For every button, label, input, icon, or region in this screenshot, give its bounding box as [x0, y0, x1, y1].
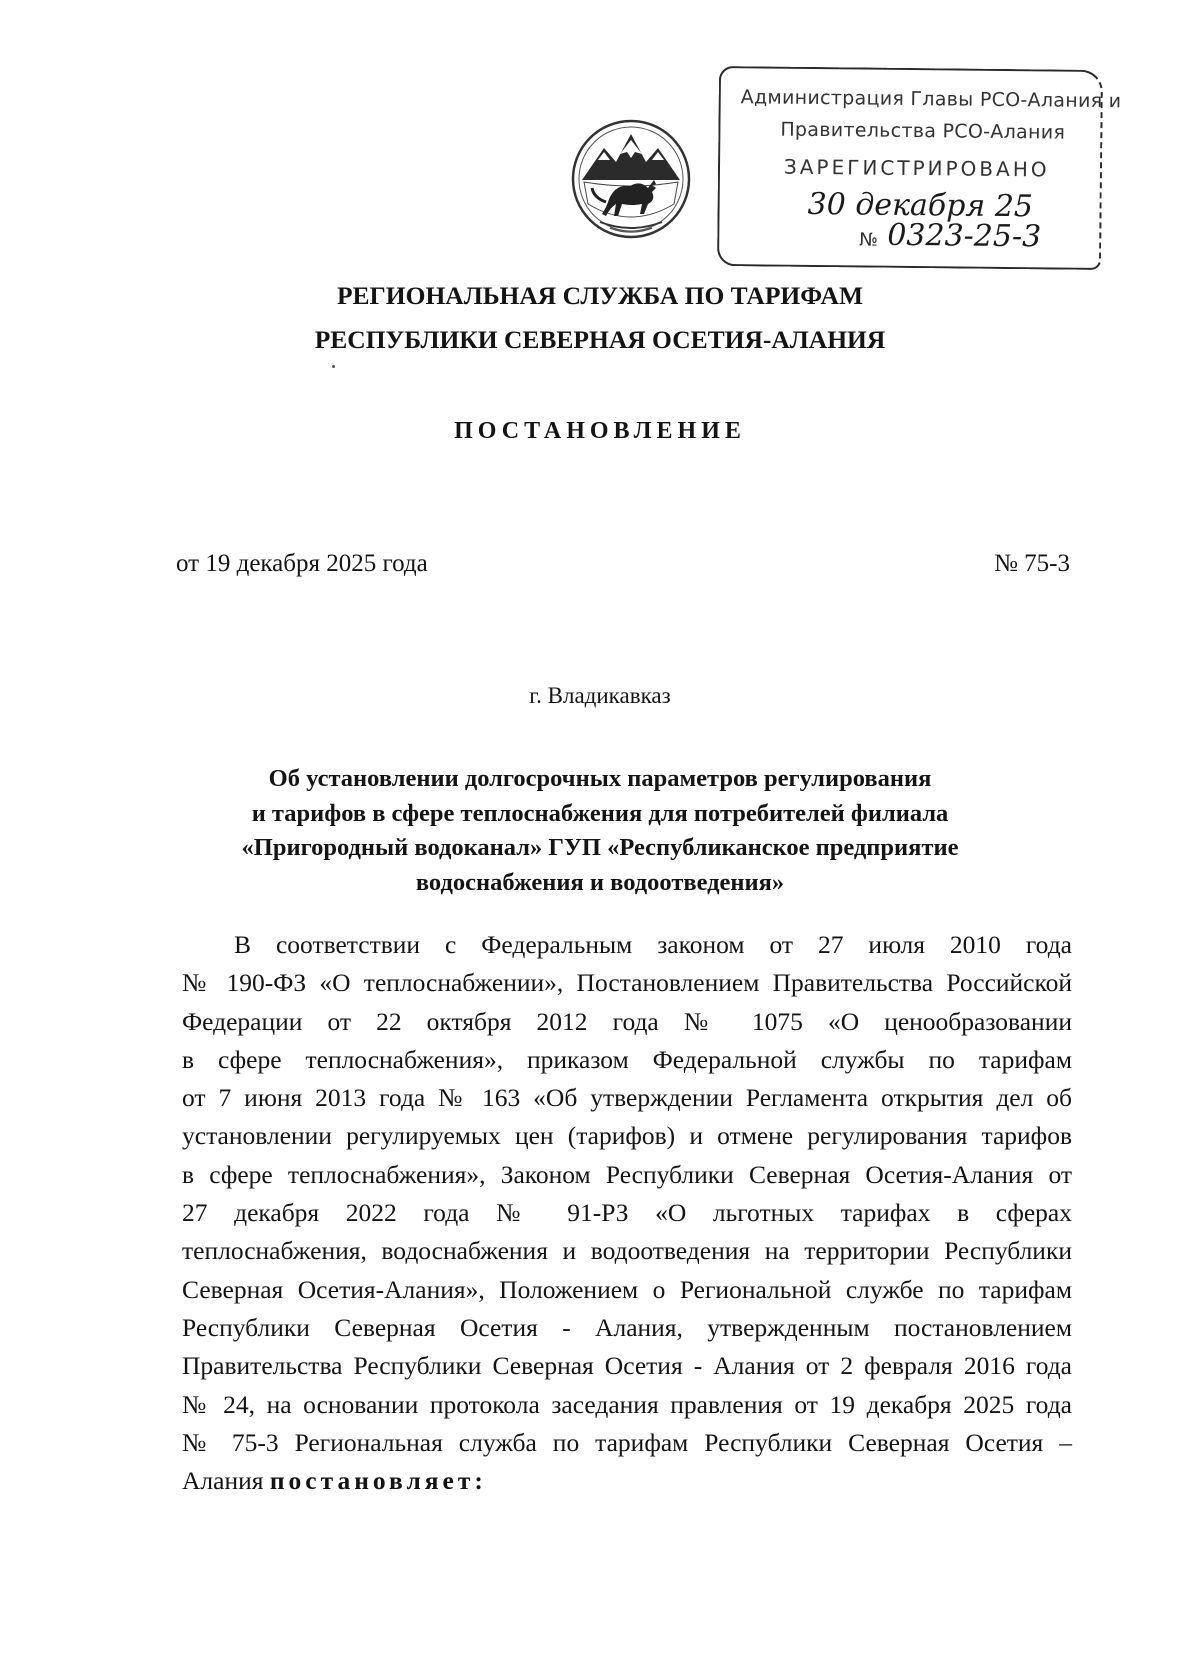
body-line: 27 декабря 2022 года № 91-РЗ «О льготных тарифах в сферах	[182, 1198, 1072, 1228]
document-type-heading: ПОСТАНОВЛЕНИЕ	[454, 418, 746, 444]
body-line: в сфере теплоснабжения», приказом Федеральной службы по тарифам	[182, 1044, 1072, 1074]
body-line: в сфере теплоснабжения», Законом Республики Северная Осетия-Алания от	[182, 1159, 1072, 1189]
body-line: установлении регулируемых цен (тарифов) и отмене регулирования тарифов	[182, 1121, 1072, 1151]
body-line: Федерации от 22 октября 2012 года № 1075 «О ценообразовании	[182, 1006, 1072, 1036]
document-city: г. Владикавказ	[529, 683, 671, 708]
document-date: от 19 декабря 2025 года	[176, 550, 428, 577]
document-title	[0, 762, 1200, 900]
body-line: теплоснабжения, водоснабжения и водоотведения на территории Республики	[182, 1236, 1072, 1266]
title-line: водоснабжения и водоотведения»	[415, 868, 785, 896]
document-body-paragraph	[182, 926, 1072, 1500]
stamp-number-label: №	[859, 229, 879, 251]
body-line: от 7 июня 2013 года № 163 «Об утверждении Регламента открытия дел об	[182, 1083, 1072, 1113]
body-line: Северная Осетия-Алания», Положением о Региональной службе по тарифам	[182, 1274, 1072, 1304]
title-line: «Пригородный водоканал» ГУП «Республиканское предприятие	[241, 834, 959, 861]
coat-of-arms-emblem	[570, 118, 692, 240]
document-number: № 75-3	[994, 550, 1070, 577]
agency-name-line1: РЕГИОНАЛЬНАЯ СЛУЖБА ПО ТАРИФАМ	[336, 281, 864, 310]
registration-stamp	[717, 66, 1122, 270]
body-last-line-text: Алания	[182, 1466, 264, 1496]
scan-speck	[332, 365, 335, 368]
resolves-keyword: постановляет:	[269, 1466, 487, 1496]
stamp-handwritten-number: 0323-25-3	[887, 217, 1042, 255]
body-line: № 75-3 Региональная служба по тарифам Республики Северная Осетия –	[182, 1427, 1072, 1457]
stamp-organization-line2: Правительства РСО-Алания	[780, 118, 1066, 144]
body-line: В соответствии с Федеральным законом от 27 июля 2010 года	[234, 930, 1072, 959]
body-line: № 24, на основании протокола заседания правления от 19 декабря 2025 года	[182, 1389, 1072, 1419]
body-line: Правительства Республики Северная Осетия - Алания от 2 февраля 2016 года	[182, 1351, 1072, 1381]
body-last-line	[182, 1462, 1072, 1500]
title-line: Об установлении долгосрочных параметров регулирования	[268, 765, 932, 792]
title-line: и тарифов в сфере теплоснабжения для потребителей филиала	[251, 799, 949, 827]
stamp-organization-line1: Администрация Главы РСО-Алания и	[740, 86, 1122, 113]
stamp-registered-label: ЗАРЕГИСТРИРОВАНО	[783, 154, 1050, 182]
body-line: № 190-ФЗ «О теплоснабжении», Постановлением Правительства Российской	[182, 968, 1072, 998]
agency-name-line2: РЕСПУБЛИКИ СЕВЕРНАЯ ОСЕТИЯ-АЛАНИЯ	[314, 325, 886, 354]
body-line: Республики Северная Осетия - Алания, утвержденным постановлением	[182, 1312, 1072, 1342]
stamp-handwritten-date: 30 декабря 25	[807, 186, 1034, 225]
